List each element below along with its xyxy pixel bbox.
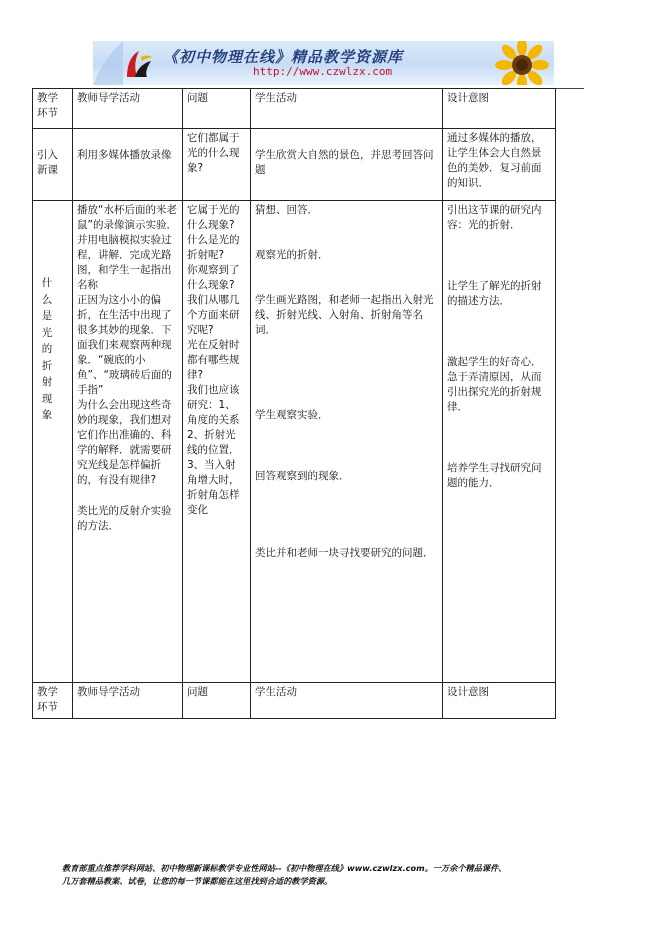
intent-cell xyxy=(443,129,556,201)
footer-teacher: 教师导学活动 xyxy=(73,683,183,719)
student-cell xyxy=(251,129,443,201)
page-footer xyxy=(62,862,602,888)
header-question: 问题 xyxy=(183,89,251,129)
student-segment: 类比并和老师一块寻找要研究的问题． xyxy=(255,547,434,559)
student-segment: 猜想、回答． xyxy=(255,204,318,216)
intent-text: 通过多媒体的播放，让学生体会大自然景色的美妙．复习前面的知识． xyxy=(447,132,542,189)
header-stage: 教学环节 xyxy=(33,89,73,129)
question-segment: 你观察到了什么现象? xyxy=(187,264,240,291)
teacher-segment: 为什么会出现这些奇妙的现象，我们想对它们作出准确的、科学的解释．就需要研究光线是怎样偏折的，有没有规律? xyxy=(77,399,172,486)
question-segment: 什么是光的折射呢? xyxy=(187,234,240,261)
intent-cell xyxy=(443,201,556,683)
footer-question: 问题 xyxy=(183,683,251,719)
footer-student: 学生活动 xyxy=(251,683,443,719)
table-header-row xyxy=(33,89,556,129)
intent-segment: 引出这节课的研究内容：光的折射． xyxy=(447,204,542,231)
intent-segment: 让学生了解光的折射的描述方法． xyxy=(447,280,542,307)
question-segment: 我们从哪几个方面来研究呢? xyxy=(187,294,240,336)
teacher-cell xyxy=(73,129,183,201)
student-cell xyxy=(251,201,443,683)
teacher-segment: 播放“水杯后面的米老鼠”的录像演示实验．并用电脑模拟实验过程，讲解．完成光路图，和学生一起指出名称 xyxy=(77,204,177,291)
question-cell xyxy=(183,201,251,683)
stage-cell xyxy=(33,129,73,201)
question-text: 它们都属于光的什么现象? xyxy=(187,132,240,174)
table-footer-row xyxy=(33,683,556,719)
banner-url[interactable]: http://www.czwlzx.com xyxy=(253,65,393,78)
banner-title: 《初中物理在线》精品教学资源库 xyxy=(163,48,404,66)
site-banner xyxy=(93,41,554,85)
question-cell xyxy=(183,129,251,201)
header-teacher: 教师导学活动 xyxy=(73,89,183,129)
intent-segment: 激起学生的好奇心．急于弄清原因，从而引出探究光的折射规律． xyxy=(447,356,542,413)
footer-line-2: 几万套精品教案、试卷，让您的每一节课都能在这里找到合适的教学资源。 xyxy=(62,876,333,886)
teacher-segment: 正因为这小小的偏折，在生活中出现了很多其妙的现象．下面我们来观察两种现象．“碗底的小鱼”、“玻璃砖后面的手指” xyxy=(77,294,172,396)
student-segment: 学生画光路图，和老师一起指出入射光线、折射光线、入射角、折射角等名词． xyxy=(255,294,434,336)
teacher-text: 利用多媒体播放录像 xyxy=(77,149,172,161)
table-row xyxy=(33,129,556,201)
header-rule xyxy=(554,88,584,89)
header-student: 学生活动 xyxy=(251,89,443,129)
student-text: 学生欣赏大自然的景色，并思考回答问题 xyxy=(255,149,434,176)
footer-intent: 设计意图 xyxy=(443,683,556,719)
question-segment: 光在反射时都有哪些规律? xyxy=(187,339,240,381)
teacher-cell xyxy=(73,201,183,683)
question-segment: 我们也应该研究：1、角度的关系 2、折射光线的位置．3、当入射角增大时，折射角怎样变化 xyxy=(187,384,240,516)
footer-line-1: 教育部重点推荐学科网站、初中物理新课标教学专业性网站--《初中物理在线》www.czwlzx.com。一万余个精品课件、 xyxy=(62,863,507,873)
teacher-segment: 类比光的反射介实验的方法． xyxy=(77,505,172,532)
question-segment: 它属于光的什么现象? xyxy=(187,204,240,231)
student-segment: 回答观察到的现象． xyxy=(255,470,350,482)
table-row xyxy=(33,201,556,683)
lesson-table xyxy=(32,88,556,719)
sunflower-icon xyxy=(494,41,550,85)
student-segment: 观察光的折射． xyxy=(255,249,329,261)
site-logo-icon xyxy=(121,47,155,81)
stage-text: 什么是光的折射现象 xyxy=(41,277,53,421)
header-intent: 设计意图 xyxy=(443,89,556,129)
footer-stage: 教学环节 xyxy=(33,683,73,719)
intent-segment: 培养学生寻找研究问题的能力． xyxy=(447,462,542,489)
leaf-decoration-icon xyxy=(93,41,123,85)
stage-text: 引入新课 xyxy=(37,149,58,176)
student-segment: 学生观察实验． xyxy=(255,409,329,421)
stage-cell xyxy=(33,201,73,683)
